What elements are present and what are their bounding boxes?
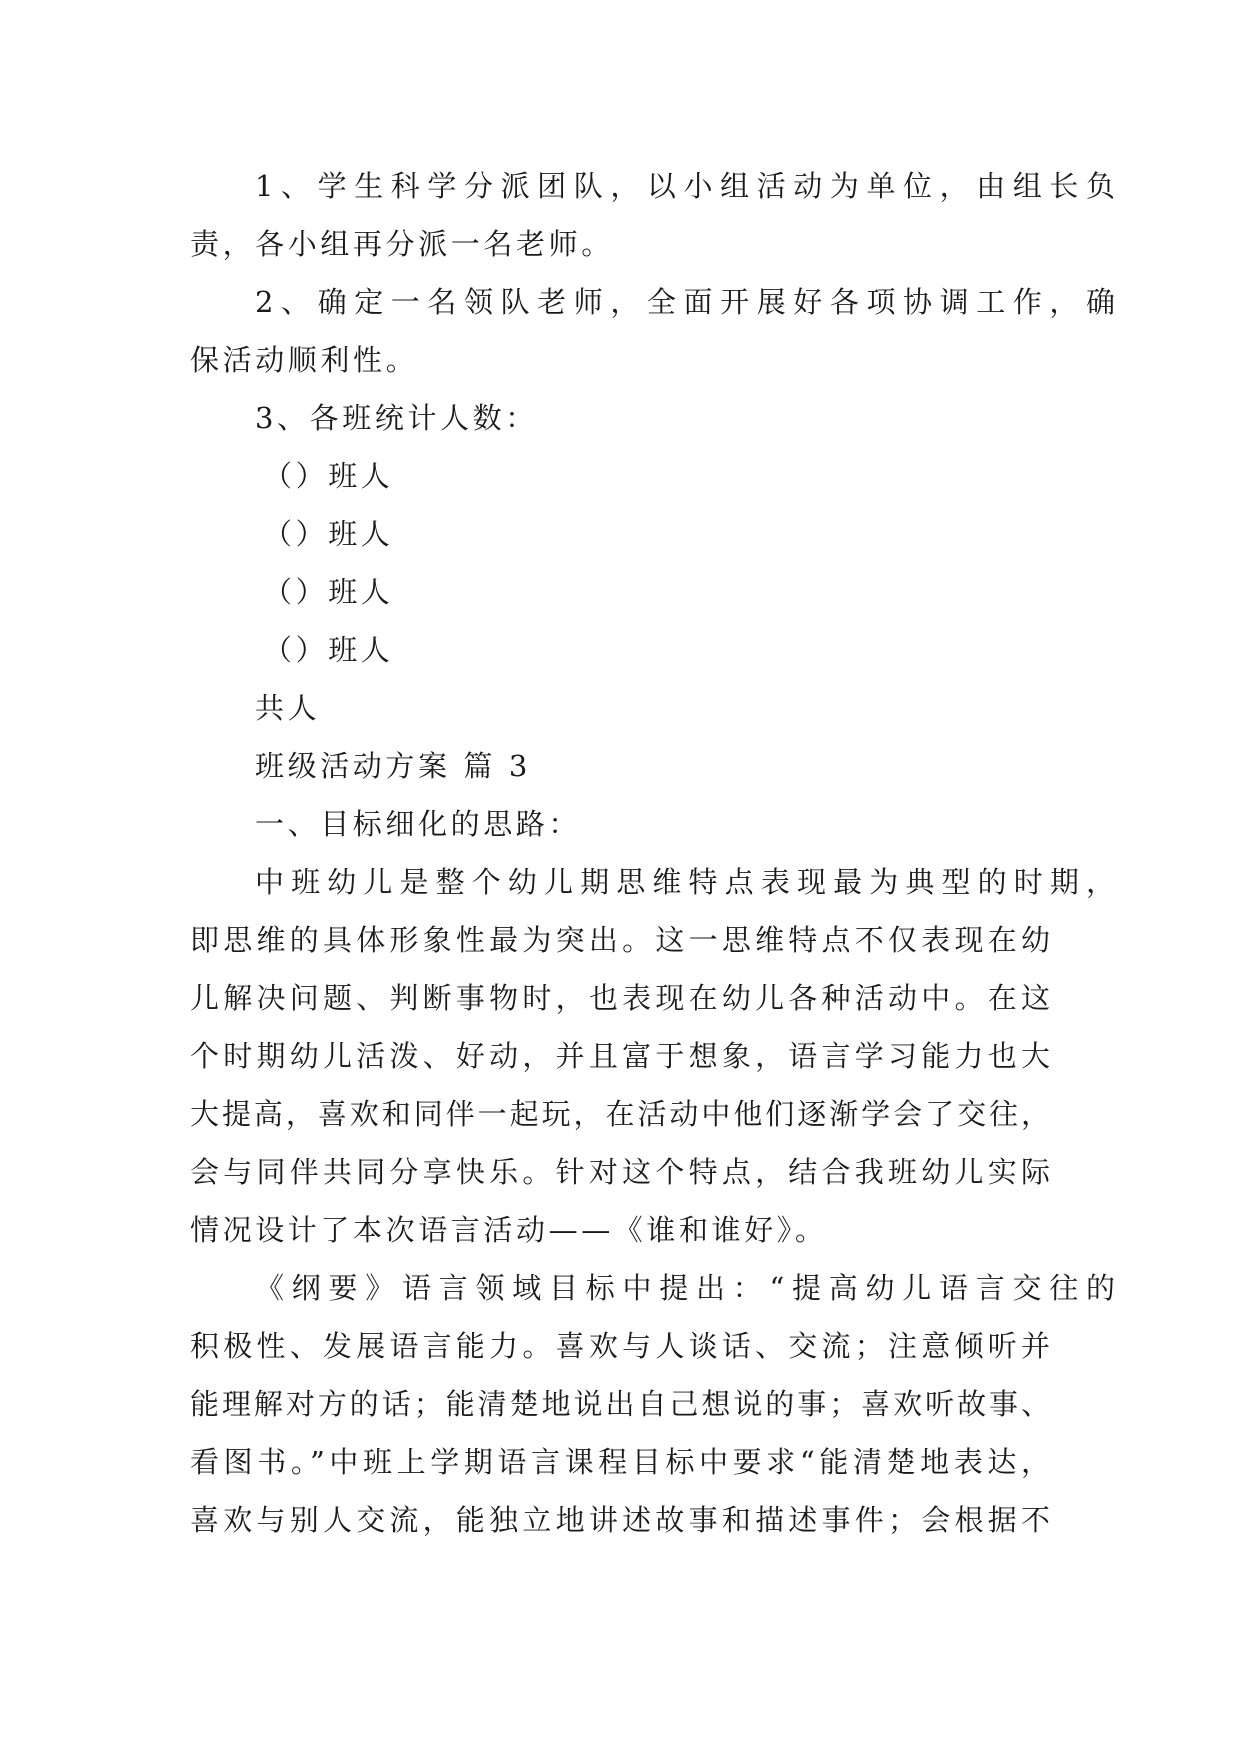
subsection-heading: 一、目标细化的思路：	[255, 807, 582, 841]
total-count: 共人	[255, 691, 321, 725]
class-count-item-2: （）班人	[263, 517, 394, 551]
paragraph-1-line-1: 1、学生科学分派团队，以小组活动为单位，由组长负	[255, 169, 1115, 203]
paragraph-2-line-2: 保活动顺利性。	[190, 343, 419, 377]
paragraph-3: 3、各班统计人数：	[255, 401, 538, 435]
class-count-item-3: （）班人	[263, 575, 394, 609]
class-count-item-4: （）班人	[263, 633, 394, 667]
paragraph-5-line-3: 能理解对方的话；能清楚地说出自己想说的事；喜欢听故事、	[190, 1387, 1050, 1421]
paragraph-5-line-5: 喜欢与别人交流，能独立地讲述故事和描述事件；会根据不	[190, 1503, 1050, 1537]
paragraph-5-line-4: 看图书。”中班上学期语言课程目标中要求“能清楚地表达，	[190, 1445, 1050, 1479]
section-heading: 班级活动方案 篇 3	[255, 749, 531, 783]
paragraph-4-line-7: 情况设计了本次语言活动——《谁和谁好》。	[190, 1213, 828, 1247]
paragraph-4-line-1: 中班幼儿是整个幼儿期思维特点表现最为典型的时期，	[255, 865, 1115, 899]
paragraph-4-line-2: 即思维的具体形象性最为突出。这一思维特点不仅表现在幼	[190, 923, 1050, 957]
paragraph-4-line-4: 个时期幼儿活泼、好动，并且富于想象，语言学习能力也大	[190, 1039, 1050, 1073]
paragraph-4-line-6: 会与同伴共同分享快乐。针对这个特点，结合我班幼儿实际	[190, 1155, 1050, 1189]
class-count-item-1: （）班人	[263, 459, 394, 493]
paragraph-5-line-2: 积极性、发展语言能力。喜欢与人谈话、交流；注意倾听并	[190, 1329, 1050, 1363]
paragraph-5-line-1: 《纲要》语言领域目标中提出：“提高幼儿语言交往的	[255, 1271, 1115, 1305]
paragraph-2-line-1: 2、确定一名领队老师，全面开展好各项协调工作，确	[255, 285, 1115, 319]
paragraph-1-line-2: 责，各小组再分派一名老师。	[190, 227, 614, 261]
paragraph-4-line-5: 大提高，喜欢和同伴一起玩，在活动中他们逐渐学会了交往，	[190, 1097, 1050, 1131]
paragraph-4-line-3: 儿解决问题、判断事物时，也表现在幼儿各种活动中。在这	[190, 981, 1050, 1015]
